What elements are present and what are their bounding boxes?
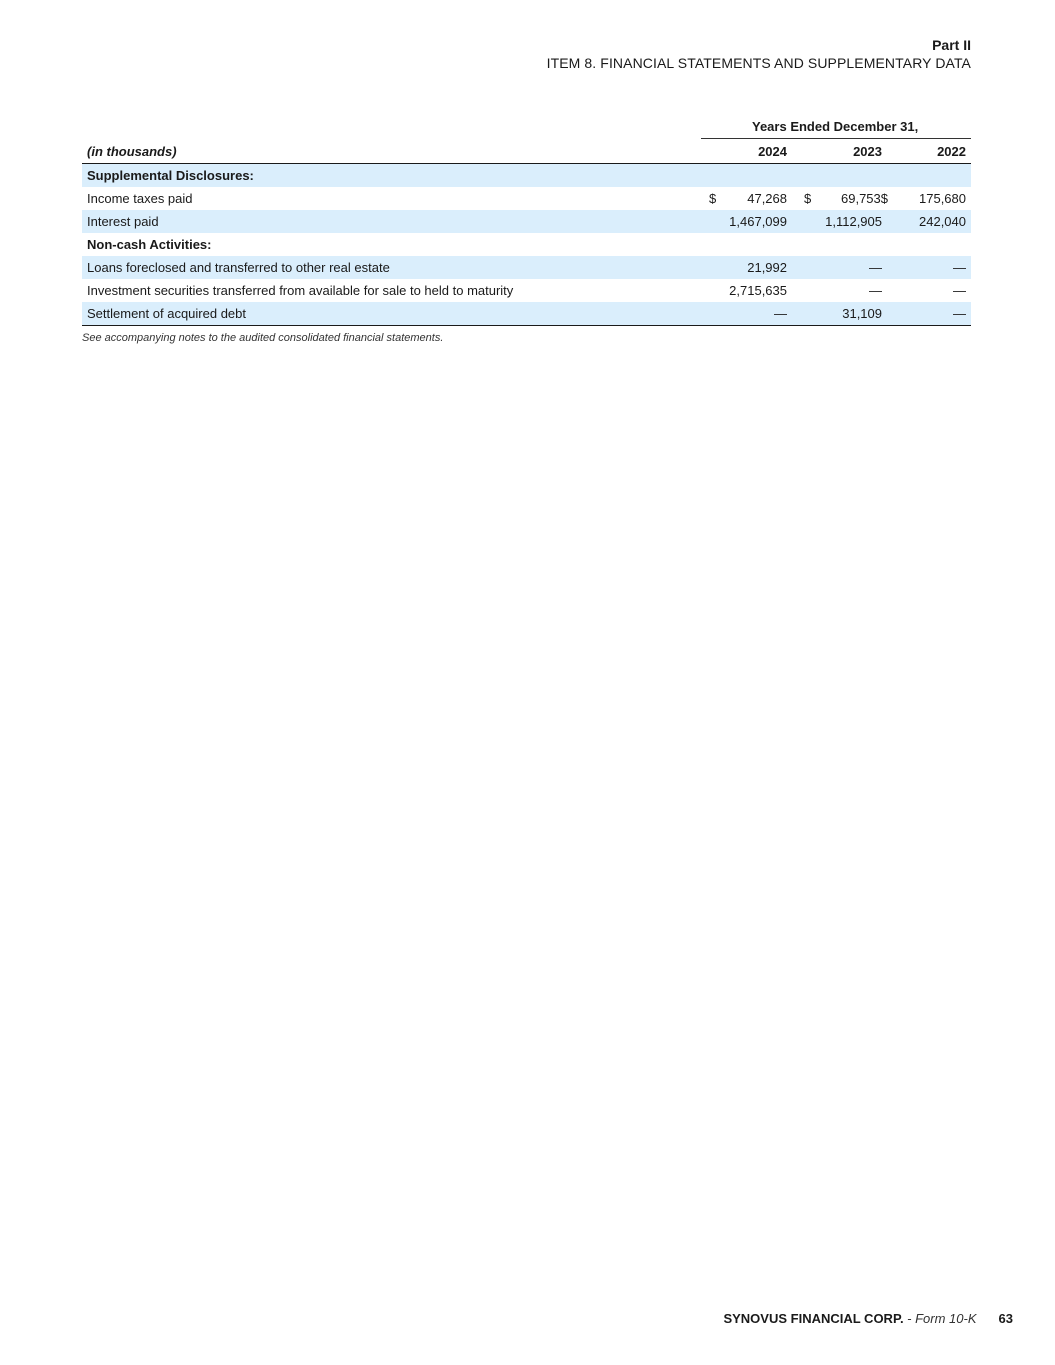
part-label: Part II [932,37,971,53]
row-label: Non-cash Activities: [87,237,212,252]
row-label: Supplemental Disclosures: [87,168,254,183]
value-2022: — [953,283,966,298]
value-2023: 31,109 [842,306,882,321]
dollar-sign: $ [804,191,812,206]
table-row-investment-securities-transferred [82,279,971,302]
company-name: SYNOVUS FINANCIAL CORP. [723,1311,904,1326]
year-2024-header: 2024 [758,144,787,159]
table-bottom-rule [82,325,971,326]
footnote: See accompanying notes to the audited consolidated financial statements. [82,332,444,344]
dollar-sign: $ [709,191,717,206]
value-2022: 242,040 [919,214,966,229]
unit-label: (in thousands) [87,144,177,159]
value-2023: — [869,283,882,298]
table-row-supplemental-disclosures [82,164,971,187]
table-row-interest-paid [82,210,971,233]
column-header-row [82,139,971,164]
table-row-income-taxes-paid [82,187,971,210]
year-2023-header: 2023 [853,144,882,159]
table-row-non-cash-activities [82,233,971,256]
table-row-loans-foreclosed [82,256,971,279]
period-header [82,117,971,139]
row-label: Investment securities transferred from available for sale to held to maturity [87,283,514,298]
supplemental-table [82,117,971,326]
row-label: Income taxes paid [87,191,193,206]
item-title: ITEM 8. FINANCIAL STATEMENTS AND SUPPLEMENTARY DATA [546,55,971,71]
value-2022: — [953,260,966,275]
value-2024: — [774,306,787,321]
value-2022: 175,680 [919,191,966,206]
row-label: Loans foreclosed and transferred to other real estate [87,260,390,275]
value-2024: 2,715,635 [729,283,787,298]
page-footer [723,1311,1013,1326]
value-2024: 47,268 [747,191,787,206]
value-2023: — [869,260,882,275]
value-2024: 1,467,099 [729,214,787,229]
value-2024: 21,992 [747,260,787,275]
table-row-settlement-of-acquired-debt [82,302,971,325]
value-2023: 1,112,905 [825,214,882,229]
form-label: - Form 10-K [903,1311,977,1326]
row-label: Interest paid [87,214,159,229]
page-header [547,36,971,72]
year-2022-header: 2022 [937,144,966,159]
period-header-label: Years Ended December 31, [752,119,919,134]
value-2022: — [953,306,966,321]
row-label: Settlement of acquired debt [87,306,246,321]
value-2023: 69,753$ [841,191,888,206]
page-number: 63 [998,1311,1013,1326]
